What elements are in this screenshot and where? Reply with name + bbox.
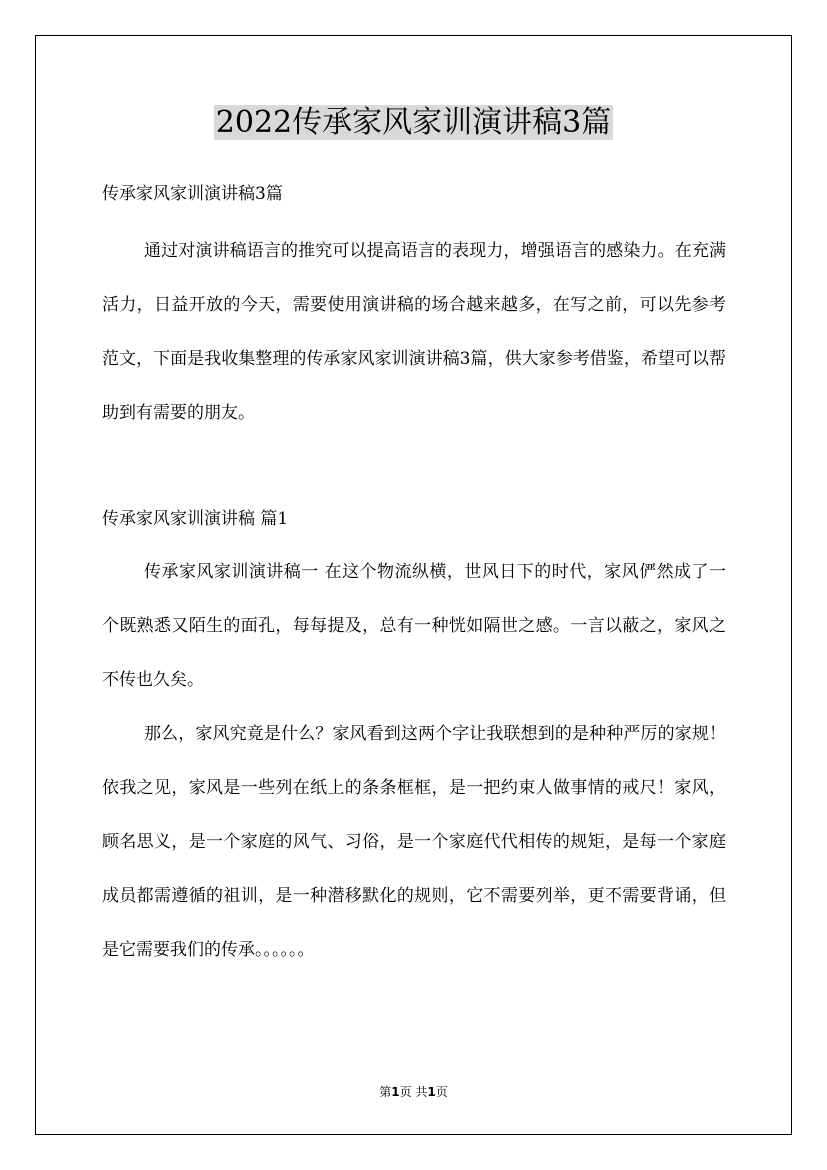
page-footer	[0, 1083, 827, 1101]
document-title	[0, 102, 827, 144]
footer-prefix: 第	[379, 1085, 392, 1099]
footer-mid: 页 共	[399, 1085, 428, 1099]
document-subtitle: 传承家风家训演讲稿3篇	[102, 184, 283, 204]
section-heading: 传承家风家训演讲稿 篇1	[102, 509, 289, 529]
footer-suffix: 页	[435, 1085, 448, 1099]
section-paragraph-1: 传承家风家训演讲稿一 在这个物流纵横，世风日下的时代，家风俨然成了一个既熟悉又陌生的面孔，每每提及，总有一种恍如隔世之感。一言以蔽之，家风之不传也久矣。	[102, 562, 726, 690]
document-title-text: 2022传承家风家训演讲稿3篇	[215, 105, 612, 140]
intro-paragraph: 通过对演讲稿语言的推究可以提高语言的表现力，增强语言的感染力。在充满活力，日益开放的今天，需要使用演讲稿的场合越来越多，在写之前，可以先参考范文，下面是我收集整理的传承家风家训演讲稿3篇，供大家参考借鉴，希望可以帮助到有需要的朋友。	[102, 241, 726, 423]
section-paragraph-2: 那么，家风究竟是什么？家风看到这两个字让我联想到的是种种严厉的家规！依我之见，家风是一些列在纸上的条条框框，是一把约束人做事情的戒尺！家风，顾名思义，是一个家庭的风气、习俗，是一个家庭代代相传的规矩，是每一个家庭成员都需遵循的祖训，是一种潜移默化的规则，它不需要列举，更不需要背诵，但是它需要我们的传承。。。。。。	[102, 724, 726, 960]
footer-page-number: 1	[391, 1085, 400, 1099]
footer-page-total: 1	[427, 1085, 436, 1099]
